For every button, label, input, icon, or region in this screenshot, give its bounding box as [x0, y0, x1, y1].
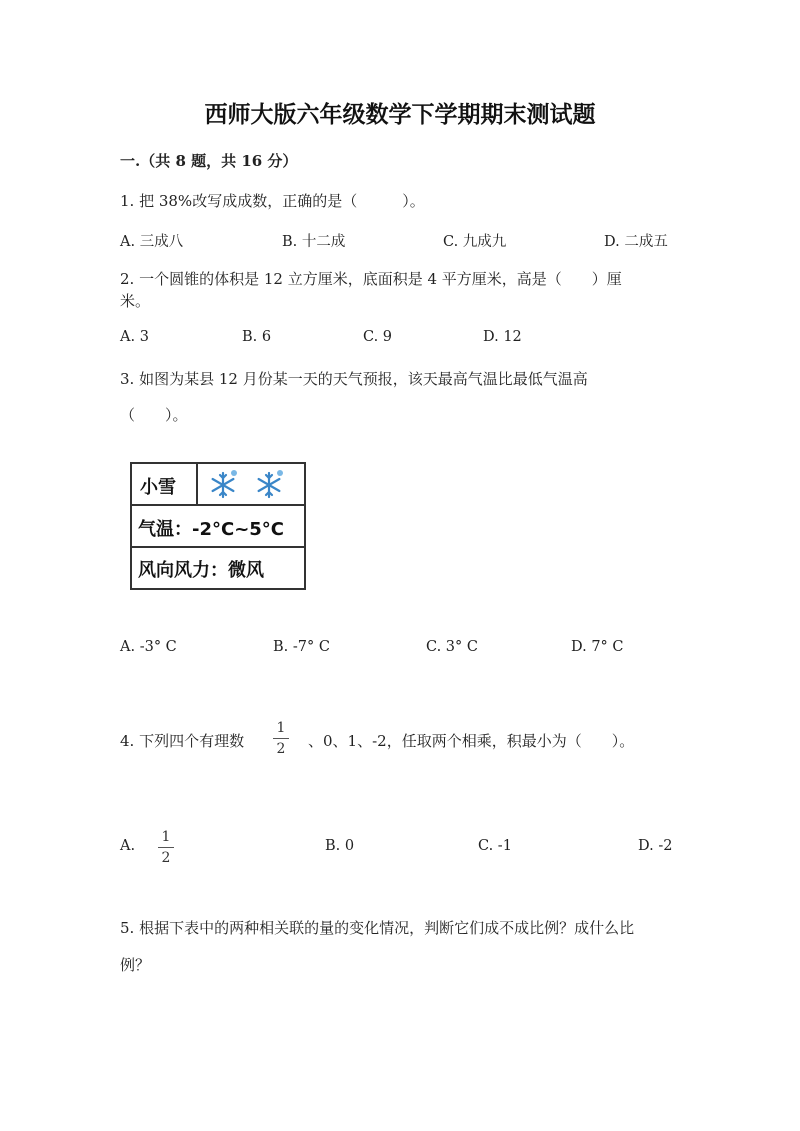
q1-option-a: A. 三成八 [120, 234, 184, 250]
q1-option-d: D. 二成五 [604, 234, 668, 250]
q4-option-c: C. -1 [478, 838, 512, 854]
weather-forecast-card [130, 462, 306, 590]
question-1-text: 1. 把 38%改写成成数，正确的是（ ）。 [120, 192, 425, 210]
fraction-denominator: 2 [161, 850, 171, 866]
q2-option-d: D. 12 [483, 329, 522, 345]
q2-option-b: B. 6 [242, 329, 272, 345]
section-heading: 一.（共 8 题，共 16 分） [120, 152, 298, 170]
page-title: 西师大版六年级数学下学期期末测试题 [204, 101, 596, 128]
q1-option-b: B. 十二成 [282, 234, 346, 250]
q3-option-c: C. 3° C [426, 639, 478, 655]
q3-option-d: D. 7° C [571, 639, 624, 655]
q3-option-b: B. -7° C [273, 639, 330, 655]
weather-row-temperature [132, 506, 304, 548]
question-3-line2: （ ）。 [120, 406, 188, 424]
q2-option-a: A. 3 [120, 329, 149, 345]
question-4-prefix: 4. 下列四个有理数 [120, 732, 245, 750]
question-5-line1: 5. 根据下表中的两种相关联的量的变化情况，判断它们成不成比例？成什么比 [120, 919, 635, 937]
weather-divider [196, 464, 198, 504]
weather-row-wind [132, 548, 304, 588]
q2-option-c: C. 9 [363, 329, 393, 345]
weather-row-condition [132, 464, 304, 506]
q4-option-a-label: A. [120, 838, 136, 854]
q3-option-a: A. -3° C [120, 639, 177, 655]
question-3-line1: 3. 如图为某县 12 月份某一天的天气预报，该天最高气温比最低气温高 [120, 370, 588, 388]
q1-option-c: C. 九成九 [443, 234, 507, 250]
weather-temperature-label: 气温：-2°C~5°C [138, 519, 285, 540]
snowflake-icon [252, 468, 286, 507]
question-5-line2: 例？ [120, 956, 151, 974]
question-4-suffix: 、0、1、-2，任取两个相乘，积最小为（ ）。 [308, 732, 635, 750]
q4-option-d: D. -2 [638, 838, 673, 854]
fraction-numerator: 1 [276, 720, 286, 736]
fraction-one-half [273, 720, 289, 757]
weather-wind-label: 风向风力：微风 [138, 560, 264, 581]
snowflake-icon [206, 468, 240, 507]
weather-condition-label: 小雪 [140, 477, 176, 498]
fraction-numerator: 1 [161, 829, 171, 845]
q4-option-b: B. 0 [325, 838, 355, 854]
question-2-line1: 2. 一个圆锥的体积是 12 立方厘米，底面积是 4 平方厘米，高是（ ）厘 [120, 270, 622, 288]
q4-option-a-fraction [158, 829, 174, 866]
question-2-line2: 米。 [120, 292, 151, 310]
fraction-denominator: 2 [276, 741, 286, 757]
fraction-bar [158, 847, 174, 848]
fraction-bar [273, 738, 289, 739]
